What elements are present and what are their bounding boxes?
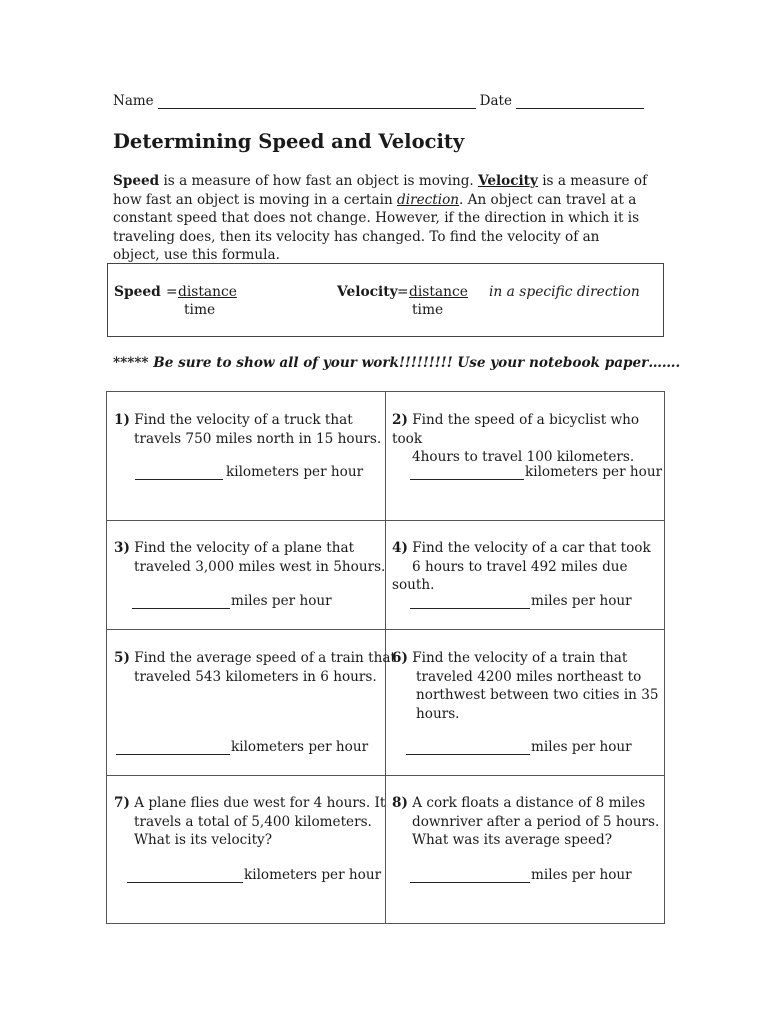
problem-5: 5) Find the average speed of a train that traveled 543 kilometers in 6 hours. <box>114 650 396 685</box>
problem-1: 1) Find the velocity of a truck that travels 750 miles north in 15 hours. <box>114 412 382 447</box>
answer-blank[interactable] <box>406 740 530 755</box>
velocity-formula-label: Velocity <box>337 284 398 300</box>
answer-3: miles per hour <box>132 593 332 609</box>
intro-paragraph <box>113 172 648 265</box>
answer-7: kilometers per hour <box>127 867 381 883</box>
answer-4: miles per hour <box>410 593 632 609</box>
speed-denominator: time <box>184 302 216 318</box>
date-field[interactable] <box>516 96 644 109</box>
direction-term: direction <box>397 191 460 208</box>
answer-blank[interactable] <box>410 594 530 609</box>
grid-divider <box>107 629 664 630</box>
intro-rest: . An object can travel at a constant speed that does not change. However, if the direction in which it is traveling does, then its velocity has changed. To find the velocity of an object, use this formula. <box>113 191 640 263</box>
answer-8: miles per hour <box>410 867 632 883</box>
problem-2: 2) Find the speed of a bicyclist who took 4hours to travel 100 kilometers. <box>392 412 640 466</box>
work-note: ***** Be sure to show all of your work!!!!!!!!! Use your notebook paper……. <box>113 355 681 371</box>
grid-divider <box>107 775 664 776</box>
problem-3: 3) Find the velocity of a plane that traveled 3,000 miles west in 5hours. <box>114 540 386 575</box>
date-label: Date <box>479 93 512 109</box>
grid-divider <box>107 520 664 521</box>
answer-blank[interactable] <box>116 740 230 755</box>
formula-box <box>107 263 664 337</box>
problem-4: 4) Find the velocity of a car that took 6 hours to travel 492 miles due south. <box>392 540 651 594</box>
name-field[interactable] <box>158 96 476 109</box>
page-title: Determining Speed and Velocity <box>113 130 465 153</box>
velocity-numerator: distance <box>409 284 468 300</box>
problem-6: 6) Find the velocity of a train that traveled 4200 miles northeast to northwest between two cities in 35 hours. <box>392 650 659 722</box>
speed-equals: = <box>166 284 178 300</box>
name-label: Name <box>113 93 154 109</box>
problem-8: 8) A cork floats a distance of 8 miles downriver after a period of 5 hours. What was its average speed? <box>392 795 660 849</box>
speed-definition: is a measure of how fast an object is moving. <box>159 173 479 189</box>
name-date-header <box>113 93 653 109</box>
answer-2: kilometers per hour <box>410 464 662 480</box>
speed-formula-label: Speed <box>114 284 161 300</box>
velocity-term: Velocity <box>478 173 538 189</box>
answer-blank[interactable] <box>132 594 230 609</box>
answer-blank[interactable] <box>135 465 223 480</box>
answer-6: miles per hour <box>406 739 632 755</box>
answer-1: kilometers per hour <box>135 464 363 480</box>
direction-note: in a specific direction <box>489 284 640 300</box>
problems-grid <box>106 391 665 924</box>
answer-5: kilometers per hour <box>116 739 368 755</box>
speed-numerator: distance <box>178 284 237 300</box>
velocity-definition: is a measure of how fast an object is moving in a certain <box>113 173 648 208</box>
velocity-denominator: time <box>412 302 444 318</box>
problem-7: 7) A plane flies due west for 4 hours. It travels a total of 5,400 kilometers. What is its velocity? <box>114 795 386 849</box>
answer-blank[interactable] <box>410 465 524 480</box>
answer-blank[interactable] <box>127 868 243 883</box>
velocity-equals: = <box>397 284 409 300</box>
answer-blank[interactable] <box>410 868 530 883</box>
speed-term: Speed <box>113 173 160 189</box>
